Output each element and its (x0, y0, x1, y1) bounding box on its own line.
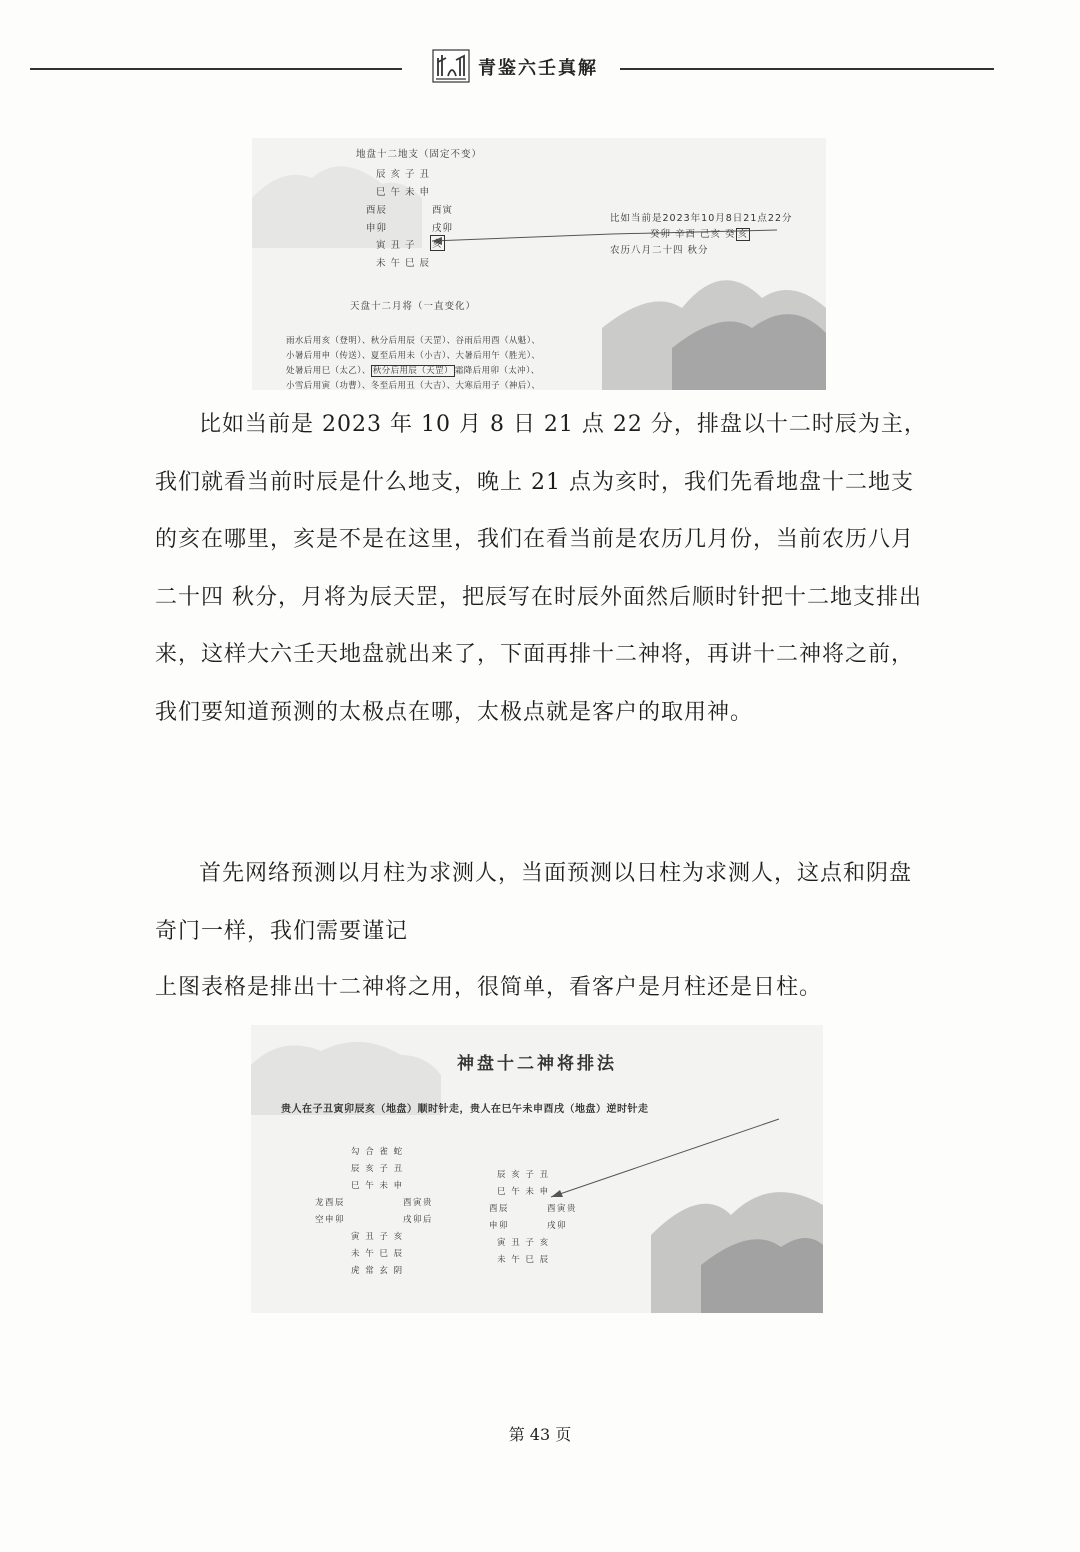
fig2-left-row: 辰 亥 子 丑 (351, 1164, 404, 1174)
fig2-right-row: 辰 亥 子 丑 (497, 1170, 550, 1180)
fig2-right-row: 未 午 巳 辰 (497, 1255, 550, 1265)
fig2-subtitle: 贵人在子丑寅卯辰亥（地盘）顺时针走，贵人在巳午未申酉戌（地盘）逆时针走 (281, 1104, 649, 1115)
fig2-left-row: 未 午 巳 辰 (351, 1249, 404, 1259)
paragraph-2: 首先网络预测以月柱为求测人，当面预测以日柱为求测人，这点和阴盘奇门一样，我们需要谨记 (155, 861, 913, 944)
fig2-right-row: 巳 午 未 申 (497, 1187, 550, 1197)
fig1-grid-boxed: 亥 (430, 235, 445, 251)
fig1-grid-row: 酉寅 (432, 205, 454, 216)
fig1-note-lunar: 农历八月二十四 秋分 (610, 245, 709, 256)
fig1-grid-row: 酉辰 (366, 205, 388, 216)
fig1-subtitle: 天盘十二月将（一直变化） (350, 301, 477, 312)
fig1-grid-row: 辰 亥 子 丑 (376, 169, 431, 180)
header-rule-right (620, 68, 994, 70)
fig1-grid-row: 申卯 (366, 223, 388, 234)
fig1-grid-row: 巳 午 未 申 (376, 187, 431, 198)
fig2-left-row: 空申卯 (315, 1215, 346, 1225)
fig2-left-row: 酉寅贵 (403, 1198, 434, 1208)
fig1-table-row: 雨水后用亥（登明）、秋分后用辰（天罡）、谷雨后用酉（从魁）、 (286, 336, 541, 346)
header-rule-left (30, 68, 402, 70)
fig1-table-row: 处暑后用巳（太乙）、 秋分后用辰（天罡） 霜降后用卯（太冲）、 (286, 366, 540, 376)
paragraph-3: 上图表格是排出十二神将之用，很简单，看客户是月柱还是日柱。 (155, 975, 823, 1000)
fig1-table-row: 小雪后用寅（功曹）、冬至后用丑（大吉）、大寒后用子（神后）、 (286, 381, 541, 390)
fig2-left-row: 寅 丑 子 亥 (351, 1232, 404, 1242)
book-title: 青鉴六壬真解 (478, 58, 598, 79)
book-logo-icon (430, 46, 472, 86)
fig2-title: 神盘十二神将排法 (457, 1054, 617, 1074)
fig2-left-row: 龙酉辰 (315, 1198, 346, 1208)
figure-earth-plate (252, 138, 826, 390)
fig2-left-row: 巳 午 未 申 (351, 1181, 404, 1191)
fig2-left-row: 虎 常 玄 阴 (351, 1266, 404, 1276)
fig1-grid-row: 戌卯 (432, 223, 454, 234)
fig1-table-row: 小暑后用申（传送）、夏至后用未（小吉）、大暑后用午（胜光）、 (286, 351, 541, 361)
fig2-left-row: 戌卯后 (403, 1215, 434, 1225)
fig2-right-row: 酉辰 (489, 1204, 510, 1214)
paragraph-1: 比如当前是 2023 年 10 月 8 日 21 点 22 分，排盘以十二时辰为主，我们就看当前时辰是什么地支，晚上 21 点为亥时，我们先看地盘十二地支的亥在哪里，亥是不是在这里，我们在看当前是农历几月份，当前农历八月二十四 秋分，月将为辰天罡，把辰写在时辰外面然后顺时针把十二地支排出来，这样大六壬天地盘就出来了，下面再排十二神将，再讲十二神将之前，我们要知道预测的太极点在哪，太极点就是客户的取用神。 (155, 412, 927, 725)
fig2-right-row: 申卯 (489, 1221, 510, 1231)
fig2-right-row: 戌卯 (547, 1221, 568, 1231)
page-number: 第 43 页 (508, 1425, 572, 1444)
fig1-note-pillars: 癸卯 辛酉 己亥 癸 亥 (650, 229, 749, 240)
fig1-note-datetime: 比如当前是2023年10月8日21点22分 (610, 213, 793, 224)
figure-god-plate (251, 1025, 823, 1313)
page-header (0, 44, 1080, 94)
fig1-title: 地盘十二地支（固定不变） (356, 149, 483, 160)
fig2-right-row: 酉寅贵 (547, 1204, 578, 1214)
fig2-left-row: 勾 合 雀 蛇 (351, 1147, 404, 1157)
fig1-grid-row: 未 午 巳 辰 (376, 258, 431, 269)
fig1-grid-row: 寅 丑 子 (376, 240, 416, 251)
fig2-right-row: 寅 丑 子 亥 (497, 1238, 550, 1248)
